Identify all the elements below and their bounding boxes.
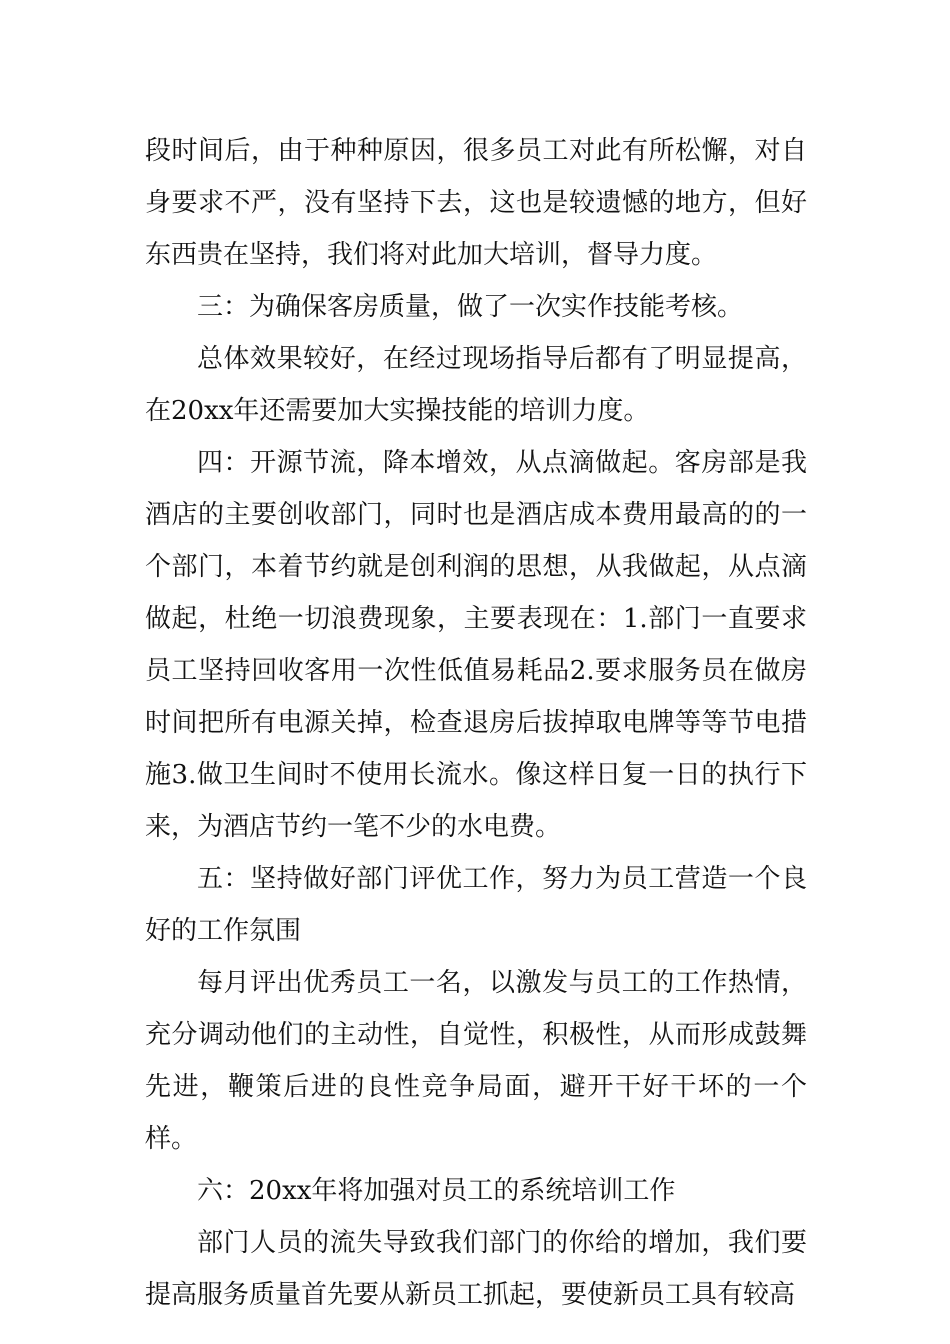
paragraph-3: 总体效果较好，在经过现场指导后都有了明显提高，在20xx年还需要加大实操技能的培训力度。	[145, 344, 807, 426]
paragraph-1: 段时间后，由于种种原因，很多员工对此有所松懈，对自身要求不严，没有坚持下去，这也是较遗憾的地方，但好东西贵在坚持，我们将对此加大培训，督导力度。	[145, 136, 807, 270]
document-body	[145, 125, 807, 1321]
paragraph-8: 部门人员的流失导致我们部门的你给的增加，我们要提高服务质量首先要从新员工抓起，要使新员工具有较高	[145, 1228, 807, 1310]
paragraph-5: 五：坚持做好部门评优工作，努力为员工营造一个良好的工作氛围	[145, 864, 807, 946]
paragraph-6: 每月评出优秀员工一名，以激发与员工的工作热情，充分调动他们的主动性，自觉性，积极性，从而形成鼓舞先进，鞭策后进的良性竞争局面，避开干好干坏的一个样。	[145, 968, 807, 1154]
paragraph-7: 六：20xx年将加强对员工的系统培训工作	[197, 1176, 676, 1206]
paragraph-2: 三：为确保客房质量，做了一次实作技能考核。	[197, 292, 744, 322]
paragraph-4: 四：开源节流，降本增效，从点滴做起。客房部是我酒店的主要创收部门，同时也是酒店成本费用最高的的一个部门，本着节约就是创利润的思想，从我做起，从点滴做起，杜绝一切浪费现象，主要表现在：1.部门一直要求员工坚持回收客用一次性低值易耗品2.要求服务员在做房时间把所有电源关掉，检查退房后拔掉取电牌等等节电措施3.做卫生间时不使用长流水。像这样日复一日的执行下来，为酒店节约一笔不少的水电费。	[145, 448, 807, 842]
